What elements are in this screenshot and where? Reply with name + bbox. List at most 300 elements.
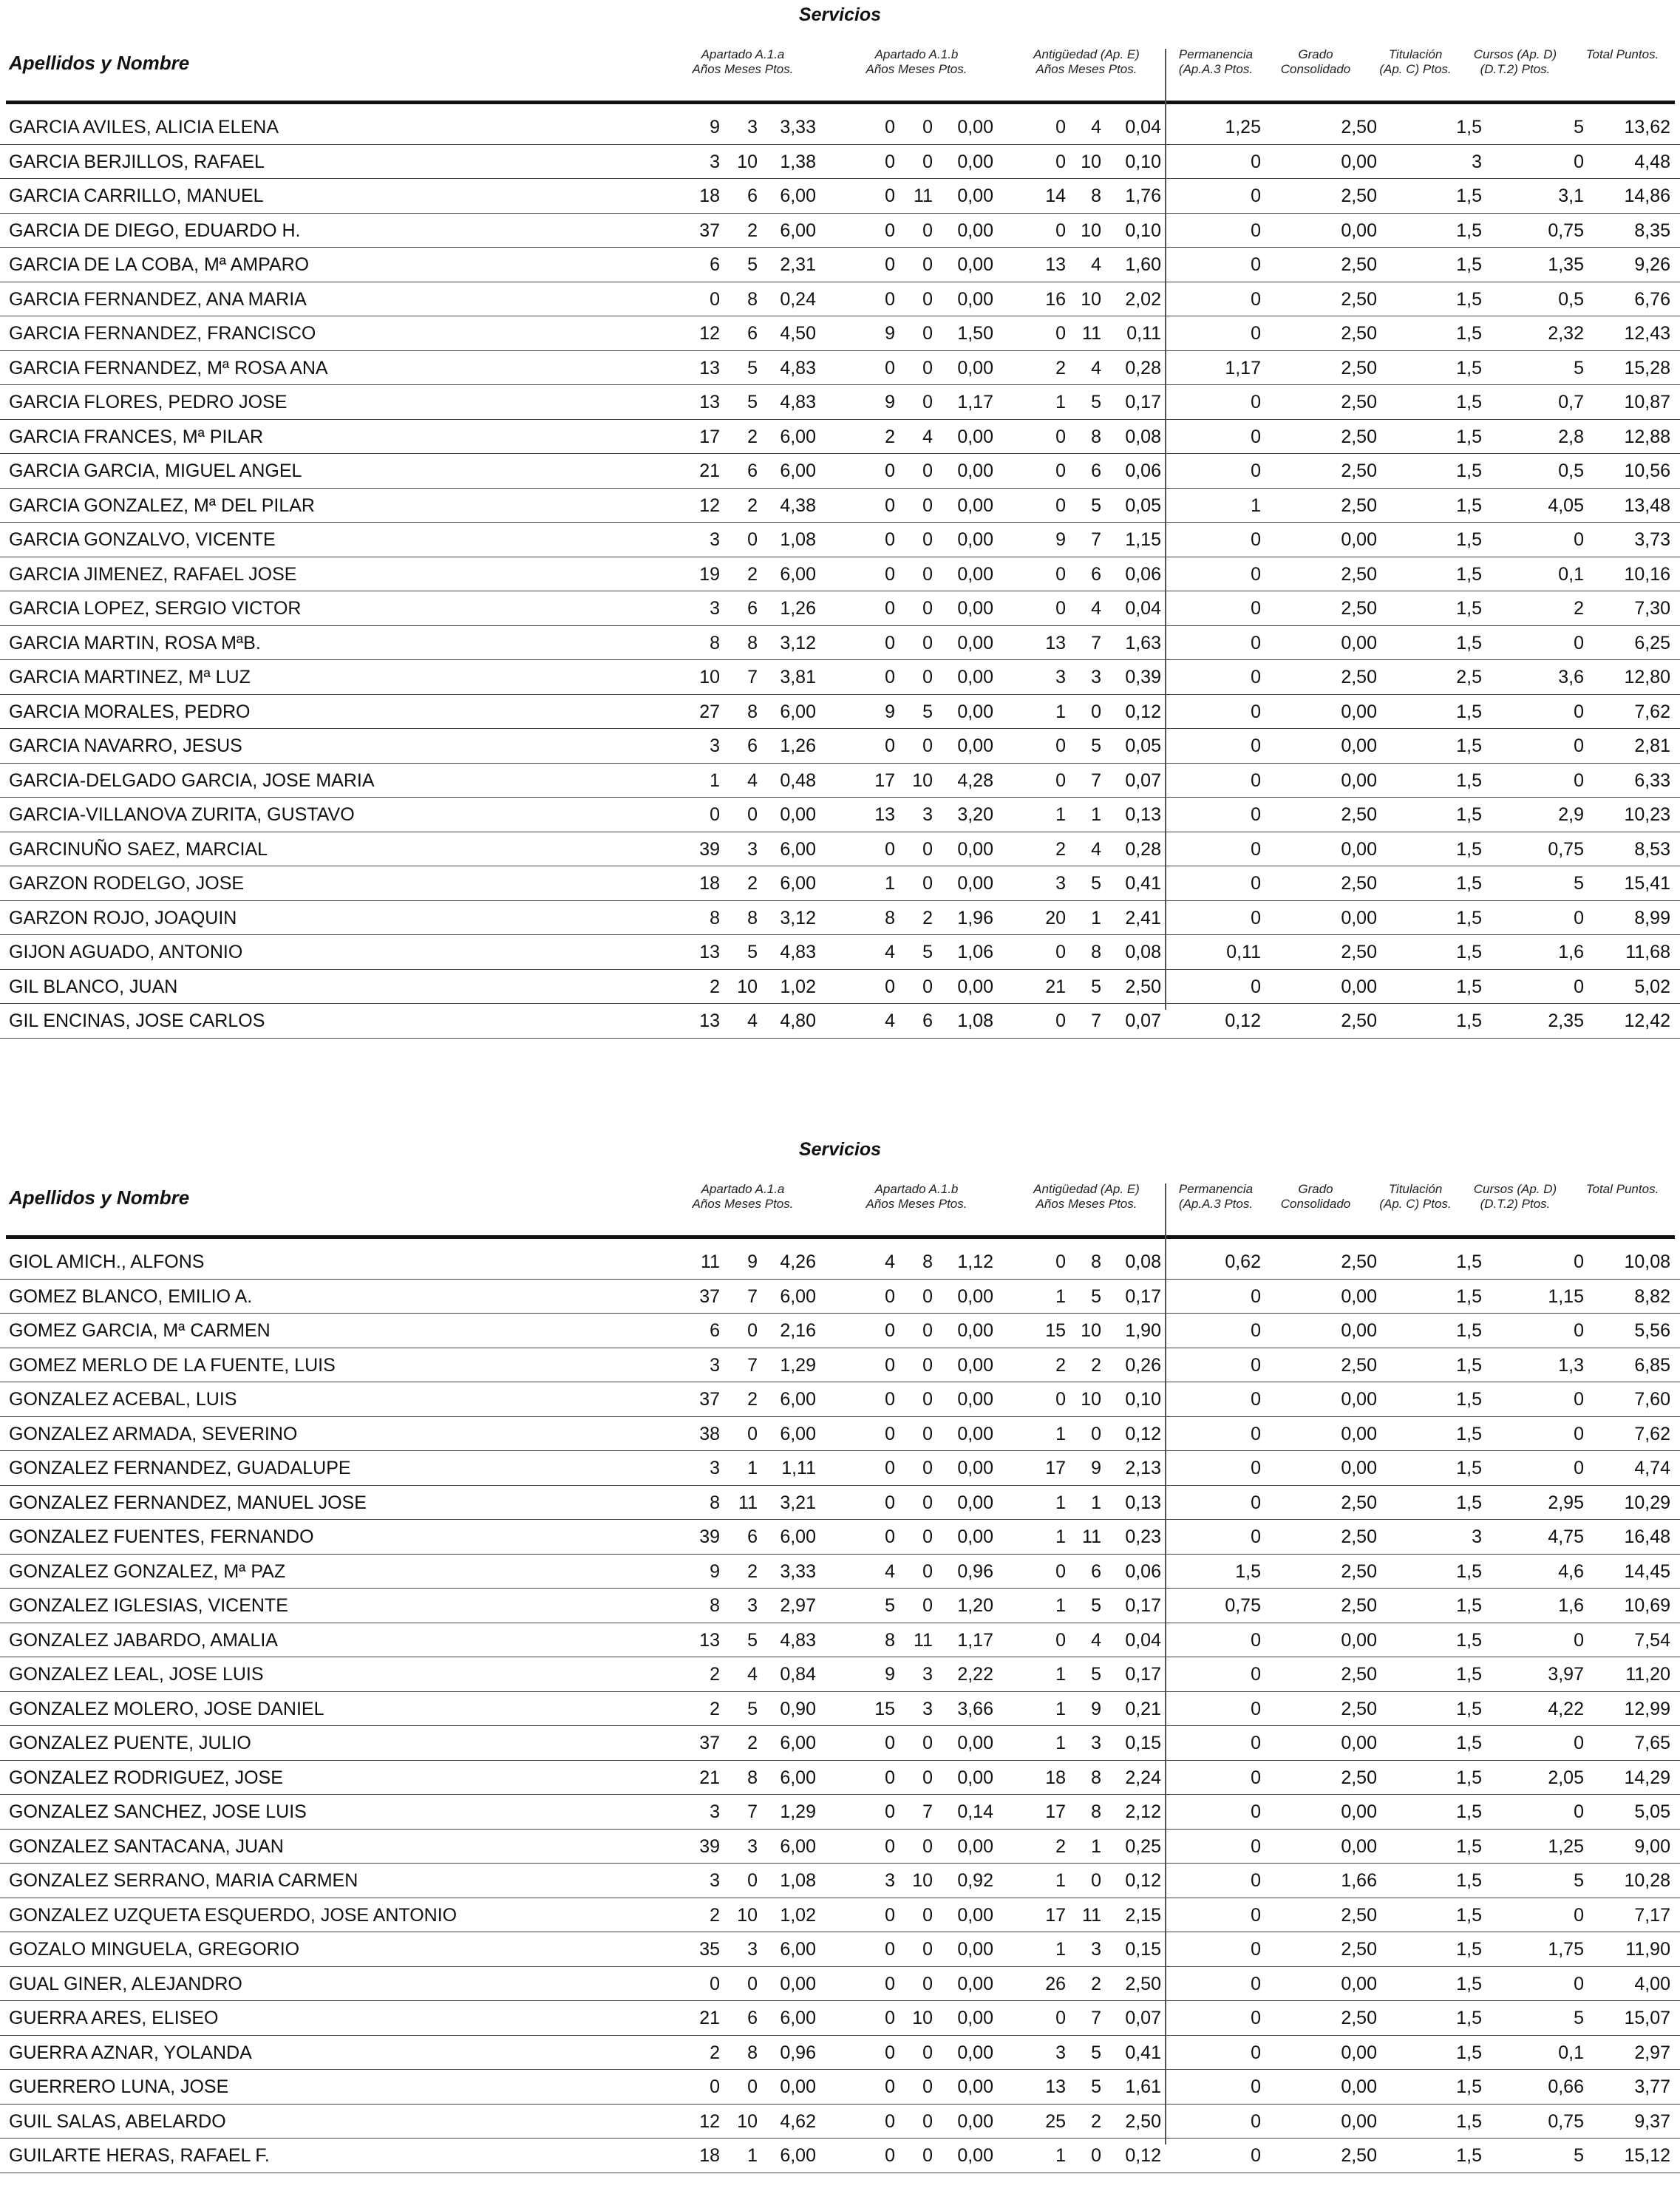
cell-a1b-points: 0,00: [957, 529, 993, 550]
cell-a1b-months: 8: [922, 1251, 933, 1272]
table-row: [0, 729, 1680, 764]
cell-a1b-points: 3,66: [957, 1698, 993, 1719]
cell-permanencia: 0: [1251, 701, 1261, 722]
table-row: [0, 2036, 1680, 2071]
cell-cursos: 0: [1574, 1629, 1584, 1651]
cell-a1a-years: 3: [710, 1354, 720, 1376]
cell-a1a-months: 6: [747, 1526, 758, 1547]
cell-a1a-points: 6,00: [780, 186, 816, 206]
cell-antig-months: 5: [1091, 2076, 1101, 2097]
cell-total: 7,54: [1634, 1629, 1670, 1651]
cell-name: GARZON RODELGO, JOSE: [9, 873, 245, 894]
cell-a1b-months: 0: [922, 151, 933, 172]
cell-antig-months: 6: [1091, 1560, 1101, 1582]
cell-total: 13,62: [1624, 117, 1670, 137]
cell-permanencia: 0: [1251, 1285, 1261, 1307]
cell-antig-years: 2: [1055, 357, 1066, 378]
cell-a1a-months: 0: [747, 1423, 758, 1444]
cell-antig-months: 8: [1091, 426, 1101, 447]
cell-antig-points: 0,05: [1125, 495, 1161, 516]
cell-permanencia: 1,5: [1235, 1560, 1261, 1582]
cell-a1b-points: 0,00: [957, 1354, 993, 1376]
cell-a1b-months: 7: [922, 1801, 933, 1822]
cell-permanencia: 0: [1251, 632, 1261, 653]
cell-total: 10,28: [1624, 1870, 1670, 1891]
cell-a1a-points: 6,00: [780, 1835, 816, 1857]
cell-total: 7,30: [1634, 598, 1670, 619]
cell-permanencia: 0: [1251, 1733, 1261, 1753]
cell-a1b-months: 3: [922, 804, 933, 825]
table-row: [0, 1555, 1680, 1589]
table-body-1: [0, 110, 1680, 1039]
cell-a1a-points: 6,00: [780, 2008, 816, 2028]
cell-a1a-points: 6,00: [780, 1526, 816, 1547]
cell-antig-months: 4: [1091, 254, 1101, 275]
cell-name: GARCIA DE DIEGO, EDUARDO H.: [9, 220, 301, 241]
cell-a1a-months: 5: [747, 942, 758, 962]
cell-permanencia: 0: [1251, 1320, 1261, 1341]
cell-a1a-points: 3,81: [780, 667, 816, 687]
cell-antig-years: 1: [1055, 1733, 1066, 1753]
cell-a1b-points: 0,00: [957, 254, 993, 275]
cell-a1a-months: 6: [747, 736, 758, 756]
cell-grado: 2,50: [1341, 942, 1377, 962]
cell-permanencia: 0: [1251, 1835, 1261, 1857]
cell-antig-years: 2: [1055, 838, 1066, 860]
cell-antig-months: 0: [1091, 1423, 1101, 1444]
cell-name: GONZALEZ SANCHEZ, JOSE LUIS: [9, 1801, 307, 1822]
cell-a1a-months: 2: [747, 1560, 758, 1582]
cell-antig-years: 0: [1055, 736, 1066, 756]
cell-grado: 2,50: [1341, 1526, 1377, 1547]
cell-a1b-points: 0,00: [957, 2076, 993, 2097]
cell-a1b-points: 0,00: [957, 838, 993, 860]
cell-a1a-points: 3,33: [780, 117, 816, 137]
cell-name: GUERRERO LUNA, JOSE: [9, 2076, 229, 2097]
cell-cursos: 2,05: [1548, 1767, 1584, 1788]
table-row: [0, 489, 1680, 523]
header-total: Total Puntos.: [1585, 1182, 1659, 1196]
cell-antig-points: 0,17: [1125, 1595, 1161, 1616]
table-row: [0, 145, 1680, 180]
table-row: [0, 901, 1680, 936]
cell-permanencia: 0: [1251, 1698, 1261, 1719]
cell-cursos: 5: [1574, 2008, 1584, 2028]
cell-a1b-points: 0,00: [957, 357, 993, 378]
header-cursos: Cursos (Ap. D) (D.T.2) Ptos.: [1473, 47, 1557, 76]
cell-permanencia: 0: [1251, 1389, 1261, 1410]
cell-a1b-points: 0,00: [957, 1458, 993, 1478]
cell-name: GARCIA-VILLANOVA ZURITA, GUSTAVO: [9, 804, 355, 825]
cell-grado: 0,00: [1341, 529, 1377, 550]
cell-name: GARCIA FRANCES, Mª PILAR: [9, 426, 264, 447]
cell-a1b-points: 0,00: [957, 667, 993, 687]
cell-a1b-points: 1,20: [957, 1595, 993, 1616]
cell-name: GONZALEZ IGLESIAS, VICENTE: [9, 1595, 288, 1616]
cell-cursos: 1,15: [1548, 1285, 1584, 1307]
cell-a1a-years: 0: [710, 1973, 720, 1994]
cell-name: GARCIA JIMENEZ, RAFAEL JOSE: [9, 563, 297, 585]
table-row: [0, 1898, 1680, 1933]
cell-a1a-points: 4,38: [780, 495, 816, 516]
cell-grado: 2,50: [1341, 2008, 1377, 2028]
cell-antig-years: 0: [1055, 1251, 1066, 1272]
cell-a1b-points: 0,00: [957, 736, 993, 756]
cell-a1b-months: 0: [922, 495, 933, 516]
cell-grado: 2,50: [1341, 563, 1377, 585]
cell-a1a-points: 0,84: [780, 1664, 816, 1685]
cell-total: 12,42: [1624, 1010, 1670, 1031]
cell-total: 10,29: [1624, 1492, 1670, 1513]
cell-antig-months: 11: [1082, 1904, 1101, 1926]
cell-permanencia: 0: [1251, 220, 1261, 241]
cell-cursos: 4,22: [1548, 1698, 1584, 1719]
cell-antig-months: 10: [1081, 220, 1101, 241]
cell-permanencia: 0: [1251, 2008, 1261, 2028]
cell-a1b-months: 10: [912, 1870, 933, 1891]
table-row: [0, 420, 1680, 455]
cell-total: 4,00: [1634, 1973, 1670, 1994]
cell-grado: 0,00: [1341, 151, 1377, 172]
cell-titulacion: 3: [1472, 1526, 1482, 1547]
cell-a1b-months: 6: [922, 1010, 933, 1031]
table-row: [0, 970, 1680, 1005]
cell-name: GOMEZ GARCIA, Mª CARMEN: [9, 1320, 271, 1341]
cell-antig-points: 0,07: [1125, 2008, 1161, 2028]
cell-total: 7,62: [1634, 701, 1670, 722]
cell-a1b-points: 0,14: [957, 1801, 993, 1822]
cell-permanencia: 0: [1251, 1492, 1261, 1513]
cell-a1a-points: 4,62: [780, 2110, 816, 2132]
cell-a1b-points: 0,00: [957, 1767, 993, 1788]
cell-total: 5,05: [1634, 1801, 1670, 1822]
cell-a1b-points: 0,00: [957, 288, 993, 310]
cell-antig-years: 0: [1055, 1629, 1066, 1651]
cell-cursos: 5: [1574, 873, 1584, 894]
cell-antig-points: 2,24: [1125, 1767, 1161, 1788]
cell-a1a-years: 18: [699, 186, 720, 206]
cell-a1b-points: 0,00: [957, 117, 993, 137]
cell-antig-years: 0: [1055, 563, 1066, 585]
cell-a1a-months: 4: [747, 1010, 758, 1031]
cell-a1a-years: 35: [699, 1939, 720, 1960]
cell-titulacion: 1,5: [1456, 1870, 1482, 1891]
cell-a1b-points: 1,17: [957, 392, 993, 412]
cell-a1b-months: 0: [922, 1492, 933, 1513]
cell-a1a-points: 0,48: [780, 770, 816, 791]
cell-antig-months: 10: [1081, 151, 1101, 172]
table-row: [0, 1245, 1680, 1280]
cell-grado: 2,50: [1341, 461, 1377, 481]
cell-a1b-years: 0: [885, 1904, 895, 1926]
cell-antig-points: 0,23: [1125, 1526, 1161, 1547]
cell-a1a-years: 3: [710, 1458, 720, 1478]
cell-a1b-years: 0: [885, 2145, 895, 2166]
cell-a1b-points: 0,00: [957, 1423, 993, 1444]
table-row: [0, 1348, 1680, 1383]
cell-a1a-years: 9: [710, 117, 720, 137]
cell-antig-points: 1,63: [1125, 632, 1161, 653]
cell-a1b-points: 1,50: [957, 323, 993, 344]
cell-antig-years: 17: [1045, 1458, 1066, 1478]
cell-antig-years: 26: [1045, 1973, 1066, 1994]
cell-total: 12,88: [1624, 426, 1670, 447]
cell-permanencia: 0: [1251, 736, 1261, 756]
table-row: [0, 179, 1680, 214]
cell-permanencia: 0: [1251, 426, 1261, 447]
cell-cursos: 0,75: [1548, 220, 1584, 241]
cell-permanencia: 0: [1251, 1904, 1261, 1926]
cell-a1b-points: 0,00: [957, 1389, 993, 1410]
cell-cursos: 0: [1574, 1801, 1584, 1822]
cell-a1b-points: 0,00: [957, 563, 993, 585]
cell-a1a-years: 8: [710, 1595, 720, 1616]
cell-cursos: 5: [1574, 2145, 1584, 2166]
cell-a1b-years: 0: [885, 529, 895, 550]
cell-a1a-months: 8: [747, 907, 758, 928]
cell-antig-points: 0,12: [1125, 2145, 1161, 2166]
cell-cursos: 3,1: [1558, 186, 1584, 206]
cell-grado: 0,00: [1341, 838, 1377, 860]
table-row: [0, 2105, 1680, 2139]
cell-a1a-months: 1: [747, 2145, 758, 2166]
cell-antig-points: 2,50: [1125, 1973, 1161, 1994]
cell-cursos: 5: [1574, 1870, 1584, 1891]
cell-a1b-months: 0: [922, 667, 933, 687]
cell-a1a-points: 0,00: [780, 2076, 816, 2097]
cell-name: GUIL SALAS, ABELARDO: [9, 2110, 226, 2132]
cell-a1a-points: 6,00: [780, 1423, 816, 1444]
cell-a1a-years: 17: [699, 426, 720, 447]
cell-titulacion: 1,5: [1456, 1285, 1482, 1307]
cell-antig-years: 0: [1055, 117, 1066, 137]
cell-antig-years: 1: [1055, 392, 1066, 412]
cell-antig-points: 0,26: [1125, 1354, 1161, 1376]
table-row: [0, 351, 1680, 386]
cell-a1b-years: 0: [885, 2110, 895, 2132]
cell-a1b-points: 0,00: [957, 1526, 993, 1547]
cell-a1a-years: 2: [710, 1698, 720, 1719]
cell-a1a-years: 37: [699, 220, 720, 241]
table-row: [0, 454, 1680, 489]
cell-antig-months: 0: [1091, 701, 1101, 722]
cell-permanencia: 0: [1251, 563, 1261, 585]
section-title: Servicios: [798, 4, 882, 25]
cell-name: GARCIA BERJILLOS, RAFAEL: [9, 151, 265, 172]
cell-a1b-points: 1,06: [957, 942, 993, 962]
cell-a1b-months: 10: [912, 770, 933, 791]
cell-a1b-years: 0: [885, 2042, 895, 2063]
table-row: [0, 2001, 1680, 2036]
cell-grado: 2,50: [1341, 1664, 1377, 1685]
cell-a1b-months: 0: [922, 2110, 933, 2132]
cell-a1b-years: 0: [885, 1423, 895, 1444]
table-row: [0, 1726, 1680, 1761]
cell-a1b-years: 0: [885, 1973, 895, 1994]
table-row: [0, 557, 1680, 592]
cell-total: 8,99: [1634, 907, 1670, 928]
table-row: [0, 1967, 1680, 2002]
cell-a1a-years: 2: [710, 2042, 720, 2063]
cell-a1a-points: 6,00: [780, 1285, 816, 1307]
cell-titulacion: 1,5: [1456, 838, 1482, 860]
cell-a1b-months: 0: [922, 1389, 933, 1410]
cell-antig-years: 14: [1045, 186, 1066, 206]
cell-permanencia: 0: [1251, 1664, 1261, 1685]
table-row: [0, 1830, 1680, 1864]
cell-antig-months: 5: [1091, 1595, 1101, 1616]
cell-a1b-years: 0: [885, 976, 895, 997]
cell-a1b-months: 0: [922, 254, 933, 275]
cell-a1a-years: 39: [699, 1835, 720, 1857]
cell-a1a-points: 6,00: [780, 461, 816, 481]
cell-total: 6,76: [1634, 288, 1670, 310]
cell-antig-months: 6: [1091, 563, 1101, 585]
cell-permanencia: 0: [1251, 804, 1261, 825]
cell-a1b-months: 0: [922, 632, 933, 653]
cell-antig-months: 1: [1091, 1492, 1101, 1513]
cell-a1b-months: 5: [922, 701, 933, 722]
cell-a1a-years: 39: [699, 1526, 720, 1547]
cell-a1a-years: 3: [710, 151, 720, 172]
cell-antig-years: 16: [1045, 288, 1066, 310]
cell-a1b-months: 10: [912, 2008, 933, 2028]
cell-a1b-points: 0,00: [957, 186, 993, 206]
cell-a1b-years: 0: [885, 1389, 895, 1410]
cell-antig-points: 0,13: [1125, 804, 1161, 825]
cell-a1a-points: 1,11: [781, 1458, 816, 1478]
cell-antig-points: 0,39: [1125, 667, 1161, 687]
cell-titulacion: 1,5: [1456, 2042, 1482, 2063]
cell-grado: 2,50: [1341, 2145, 1377, 2166]
cell-grado: 2,50: [1341, 1698, 1377, 1719]
cell-a1b-years: 0: [885, 838, 895, 860]
cell-cursos: 2,35: [1548, 1010, 1584, 1031]
cell-antig-months: 7: [1091, 632, 1101, 653]
cell-a1a-points: 6,00: [780, 2145, 816, 2166]
cell-antig-years: 0: [1055, 1010, 1066, 1031]
header-grado: Grado Consolidado: [1280, 1182, 1351, 1211]
cell-cursos: 0,66: [1548, 2076, 1584, 2097]
cell-a1b-points: 0,00: [957, 1320, 993, 1341]
cell-grado: 0,00: [1341, 1389, 1377, 1410]
cell-a1a-points: 6,00: [780, 1767, 816, 1788]
cell-name: GOMEZ BLANCO, EMILIO A.: [9, 1285, 253, 1307]
cell-antig-months: 5: [1091, 1285, 1101, 1307]
cell-cursos: 2,8: [1558, 426, 1584, 447]
cell-titulacion: 1,5: [1456, 220, 1482, 241]
cell-a1b-points: 0,00: [957, 1939, 993, 1960]
cell-grado: 2,50: [1341, 1492, 1377, 1513]
cell-titulacion: 1,5: [1456, 392, 1482, 412]
cell-name: GONZALEZ LEAL, JOSE LUIS: [9, 1664, 264, 1685]
cell-total: 15,12: [1624, 2145, 1670, 2166]
cell-a1a-months: 4: [747, 770, 758, 791]
cell-a1a-months: 2: [747, 563, 758, 585]
cell-a1b-years: 0: [885, 1354, 895, 1376]
cell-a1a-months: 10: [737, 1904, 758, 1926]
cell-a1a-months: 7: [747, 1285, 758, 1307]
cell-permanencia: 0: [1251, 598, 1261, 619]
cell-total: 3,77: [1634, 2076, 1670, 2097]
cell-permanencia: 0: [1251, 1939, 1261, 1960]
cell-name: GARCIA FERNANDEZ, ANA MARIA: [9, 288, 307, 310]
cell-antig-months: 2: [1091, 1973, 1101, 1994]
cell-cursos: 2,95: [1548, 1492, 1584, 1513]
table-row: [0, 1280, 1680, 1314]
cell-cursos: 0: [1574, 701, 1584, 722]
header-name: Apellidos y Nombre: [9, 1186, 190, 1209]
cell-antig-years: 0: [1055, 220, 1066, 241]
cell-total: 15,07: [1624, 2008, 1670, 2028]
cell-antig-points: 0,28: [1125, 838, 1161, 860]
cell-antig-years: 0: [1055, 942, 1066, 962]
cell-a1b-months: 0: [922, 873, 933, 894]
cell-a1b-points: 0,00: [957, 2008, 993, 2028]
cell-cursos: 0,5: [1558, 461, 1584, 481]
cell-titulacion: 3: [1472, 151, 1482, 172]
cell-grado: 0,00: [1341, 907, 1377, 928]
cell-antig-months: 7: [1091, 2008, 1101, 2028]
cell-a1b-months: 0: [922, 976, 933, 997]
table-row: [0, 798, 1680, 832]
cell-a1b-years: 0: [885, 357, 895, 378]
table-row: [0, 1417, 1680, 1452]
cell-permanencia: 0,75: [1225, 1595, 1261, 1616]
cell-grado: 0,00: [1341, 1423, 1377, 1444]
cell-antig-months: 7: [1091, 1010, 1101, 1031]
table-row: [0, 832, 1680, 867]
cell-a1b-years: 0: [885, 1801, 895, 1822]
cell-a1a-months: 0: [747, 804, 758, 825]
cell-a1b-months: 0: [922, 1939, 933, 1960]
cell-a1a-years: 12: [699, 2110, 720, 2132]
cell-antig-months: 8: [1091, 186, 1101, 206]
cell-antig-months: 8: [1091, 942, 1101, 962]
cell-titulacion: 1,5: [1456, 2145, 1482, 2166]
cell-cursos: 0: [1574, 1423, 1584, 1444]
cell-antig-months: 3: [1091, 1939, 1101, 1960]
cell-cursos: 0: [1574, 529, 1584, 550]
cell-a1a-months: 8: [747, 701, 758, 722]
cell-grado: 0,00: [1341, 2110, 1377, 2132]
cell-a1b-years: 9: [885, 323, 895, 344]
cell-grado: 0,00: [1341, 2042, 1377, 2063]
cell-total: 11,20: [1625, 1664, 1670, 1685]
cell-antig-points: 2,15: [1125, 1904, 1161, 1926]
cell-a1a-months: 2: [747, 1389, 758, 1410]
cell-antig-points: 0,15: [1125, 1939, 1161, 1960]
section-title: Servicios: [798, 1139, 882, 1160]
cell-grado: 0,00: [1341, 2076, 1377, 2097]
cell-titulacion: 1,5: [1456, 632, 1482, 653]
cell-a1b-years: 0: [885, 117, 895, 137]
cell-antig-months: 8: [1091, 1251, 1101, 1272]
cell-a1b-months: 4: [922, 426, 933, 447]
cell-a1b-points: 0,00: [957, 1733, 993, 1753]
cell-antig-points: 2,13: [1125, 1458, 1161, 1478]
cell-a1b-years: 0: [885, 220, 895, 241]
cell-titulacion: 1,5: [1456, 1664, 1482, 1685]
header-grado: Grado Consolidado: [1280, 47, 1351, 76]
table-row: [0, 695, 1680, 730]
cell-a1a-months: 5: [747, 392, 758, 412]
cell-a1b-years: 13: [874, 804, 895, 825]
cell-a1b-points: 0,00: [957, 2042, 993, 2063]
cell-permanencia: 1,17: [1225, 357, 1261, 378]
cell-antig-months: 5: [1091, 392, 1101, 412]
cell-grado: 2,50: [1341, 667, 1377, 687]
